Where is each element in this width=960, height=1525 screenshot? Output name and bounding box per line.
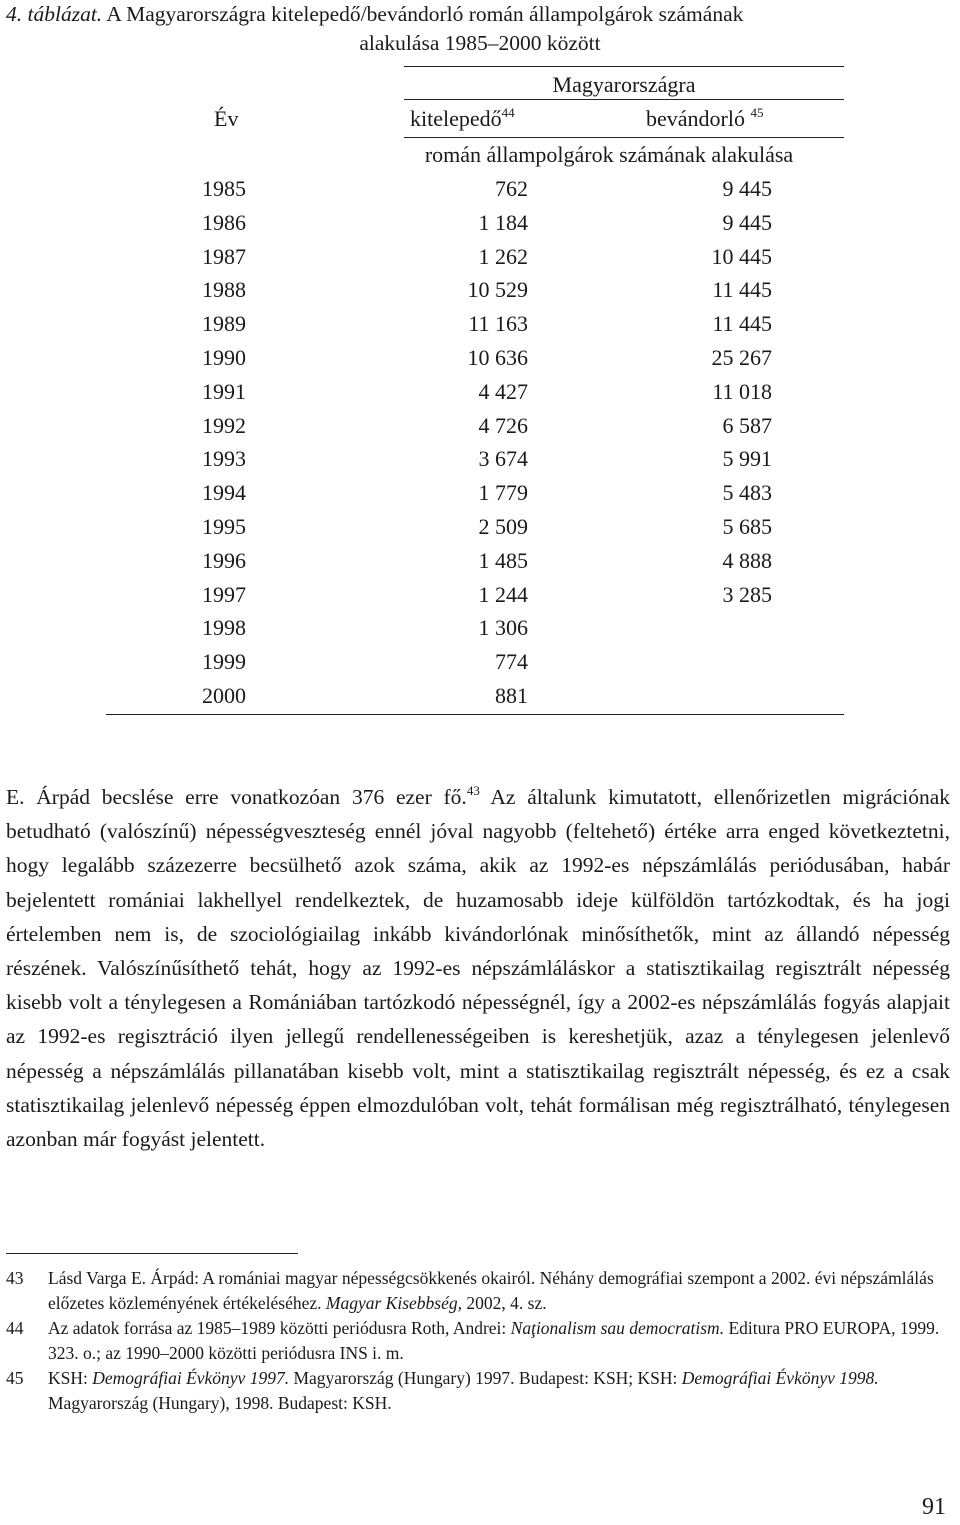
row-kitelepedo: 881: [495, 683, 528, 708]
row-bevandorlo: 9 445: [722, 176, 772, 201]
header-sub: román állampolgárok számának alakulása: [424, 142, 794, 167]
footnote-ref-43: 43: [466, 783, 480, 798]
row-bevandorlo: 11 445: [712, 311, 772, 337]
header-col-b-note: 45: [750, 105, 764, 120]
header-col-b-label: bevándorló: [646, 106, 751, 131]
row-kitelepedo: 762: [495, 176, 528, 201]
footnote-text-part: Magyarország (Hungary) 1997. Budapest: KSH; KSH:: [289, 1368, 682, 1388]
row-kitelepedo: 4 427: [478, 378, 528, 404]
caption-label: 4. táblázat.: [6, 2, 103, 26]
row-kitelepedo: 1 184: [478, 209, 528, 235]
row-bevandorlo: 5 483: [722, 480, 772, 506]
table-rule-sub: [404, 137, 844, 138]
row-kitelepedo: 10 636: [467, 345, 528, 370]
row-bevandorlo: 9 445: [722, 209, 772, 235]
row-year: 1985: [202, 176, 246, 201]
footnote-45: [6, 1366, 950, 1416]
row-year: 1988: [202, 277, 246, 303]
row-bevandorlo: 25 267: [711, 345, 772, 370]
caption-title: A Magyarországra kitelepedő/bevándorló román állampolgárok számának: [102, 2, 744, 26]
footnote-43: [6, 1266, 950, 1316]
row-year: 1991: [202, 378, 246, 404]
row-year: 1994: [202, 480, 246, 506]
row-kitelepedo: 11 163: [468, 311, 528, 337]
header-col-a-note: 44: [501, 105, 515, 120]
footnote-italic-title: Demográfiai Évkönyv 1997.: [92, 1368, 290, 1388]
row-year: 1998: [202, 615, 246, 641]
row-kitelepedo: 1 306: [478, 615, 528, 641]
footnote-text: [48, 1266, 950, 1316]
footnote-italic-title: Magyar Kisebbség,: [325, 1293, 463, 1313]
row-bevandorlo: 5 991: [722, 446, 772, 472]
page-number: 91: [922, 1494, 946, 1520]
row-year: 1989: [202, 311, 246, 337]
row-bevandorlo: 4 888: [722, 547, 772, 573]
row-year: 1987: [202, 243, 246, 269]
header-year: Év: [214, 106, 239, 131]
row-year: 1986: [202, 209, 246, 235]
row-year: 1999: [202, 649, 246, 675]
row-kitelepedo: 3 674: [478, 446, 528, 472]
row-kitelepedo: 774: [495, 649, 528, 675]
row-bevandorlo: 6 587: [722, 412, 772, 438]
footnote-text: [48, 1366, 950, 1416]
footnote-number: 43: [6, 1268, 24, 1288]
caption-line-2: alakulása 1985–2000 között: [359, 31, 601, 55]
row-bevandorlo: 10 445: [711, 243, 772, 269]
row-bevandorlo: 11 445: [712, 277, 772, 303]
row-year: 1995: [202, 514, 246, 539]
footnote-number: 44: [6, 1318, 24, 1338]
row-kitelepedo: 1 262: [478, 243, 528, 269]
row-bevandorlo: 5 685: [722, 514, 772, 539]
caption-line-1: [6, 0, 743, 29]
row-year: 1997: [202, 581, 246, 607]
header-col-b: [646, 106, 836, 132]
row-kitelepedo: 2 509: [478, 514, 528, 539]
footnote-text-part: Az adatok forrása az 1985–1989 közötti periódusra Roth, Andrei:: [48, 1318, 511, 1338]
table-rule-top: [404, 66, 844, 67]
footnote-44: [6, 1316, 950, 1366]
row-kitelepedo: 10 529: [467, 277, 528, 303]
row-year: 1990: [202, 345, 246, 370]
header-group: Magyarországra: [552, 72, 696, 97]
row-bevandorlo: 11 018: [712, 378, 772, 404]
table-rule-bottom: [106, 714, 844, 715]
row-kitelepedo: 1 244: [478, 581, 528, 607]
body-paragraph: [6, 780, 950, 1156]
header-col-a: [410, 106, 550, 132]
row-year: 1993: [202, 446, 246, 472]
row-year: 1996: [202, 547, 246, 573]
body-text-part-1: E. Árpád becslése erre vonatkozóan 376 ezer fő.: [6, 785, 467, 809]
row-year: 2000: [202, 683, 246, 708]
header-col-a-label: kitelepedő: [410, 106, 502, 131]
row-kitelepedo: 1 485: [478, 547, 528, 573]
data-table: [106, 66, 844, 716]
footnote-text-part: KSH:: [48, 1368, 93, 1388]
row-year: 1992: [202, 412, 246, 438]
footnote-text-part: 2002, 4. sz.: [462, 1293, 547, 1313]
footnote-number: 45: [6, 1368, 24, 1388]
row-bevandorlo: 3 285: [722, 581, 772, 607]
footnote-italic-title: Naţionalism sau democratism.: [510, 1318, 725, 1338]
row-kitelepedo: 4 726: [478, 412, 528, 438]
footnote-divider: [6, 1253, 298, 1254]
footnote-text: [48, 1316, 950, 1366]
footnote-text-part: Editura PRO EUROPA, 1999. 323. o.; az 1990–2000 közötti periódusra INS i. m.: [48, 1318, 940, 1363]
footnote-text-part: Magyarország (Hungary), 1998. Budapest: KSH.: [48, 1393, 392, 1413]
table-rule-group: [404, 99, 844, 100]
footnote-italic-title: Demográfiai Évkönyv 1998.: [681, 1368, 879, 1388]
footnotes: [6, 1266, 950, 1416]
row-kitelepedo: 1 779: [478, 480, 528, 506]
body-text-part-2: Az általunk kimutatott, ellenőrizetlen migrációnak betudható (valószínű) népességveszteség ennél jóval nagyobb (feltehető) értéke arra enged következtetni, hogy legalább százezerre becsülhető azok száma, akik az 1992-es népszámlálás periódusában, habár bejelentett romániai lakhellyel rendelkeztek, de huzamosabb ideje külföldön tartózkodtak, és ha jogi értelemben nem is, de szociológiailag inkább kivándorlónak minősíthetők, mint az állandó népesség részének. Valószínűsíthető tehát, hogy az 1992-es népszámláláskor a statisztikailag regisztrált népesség kisebb volt a ténylegesen a Romániában tartózkodó népességnél, így a 2002-es népszámlálás fogyás alapjait az 1992-es regisztráció ilyen jellegű rendellenességeiben is kereshetjük, azaz a ténylegesen jelenlevő népesség a népszámlálás pillanatában kisebb volt, mint a statisztikailag regisztrált népesség, és ez a csak statisztikailag jelenlevő népesség éppen elmozdulóban volt, tehát formálisan még regisztrálható, ténylegesen azonban már fogyást jelentett.: [6, 785, 950, 1152]
footnote-text-part: Lásd Varga E. Árpád: A romániai magyar népességcsökkenés okairól. Néhány demográfiai szempont a 2002. évi népszámlálás előzetes közleményének értékeléséhez.: [48, 1268, 934, 1313]
